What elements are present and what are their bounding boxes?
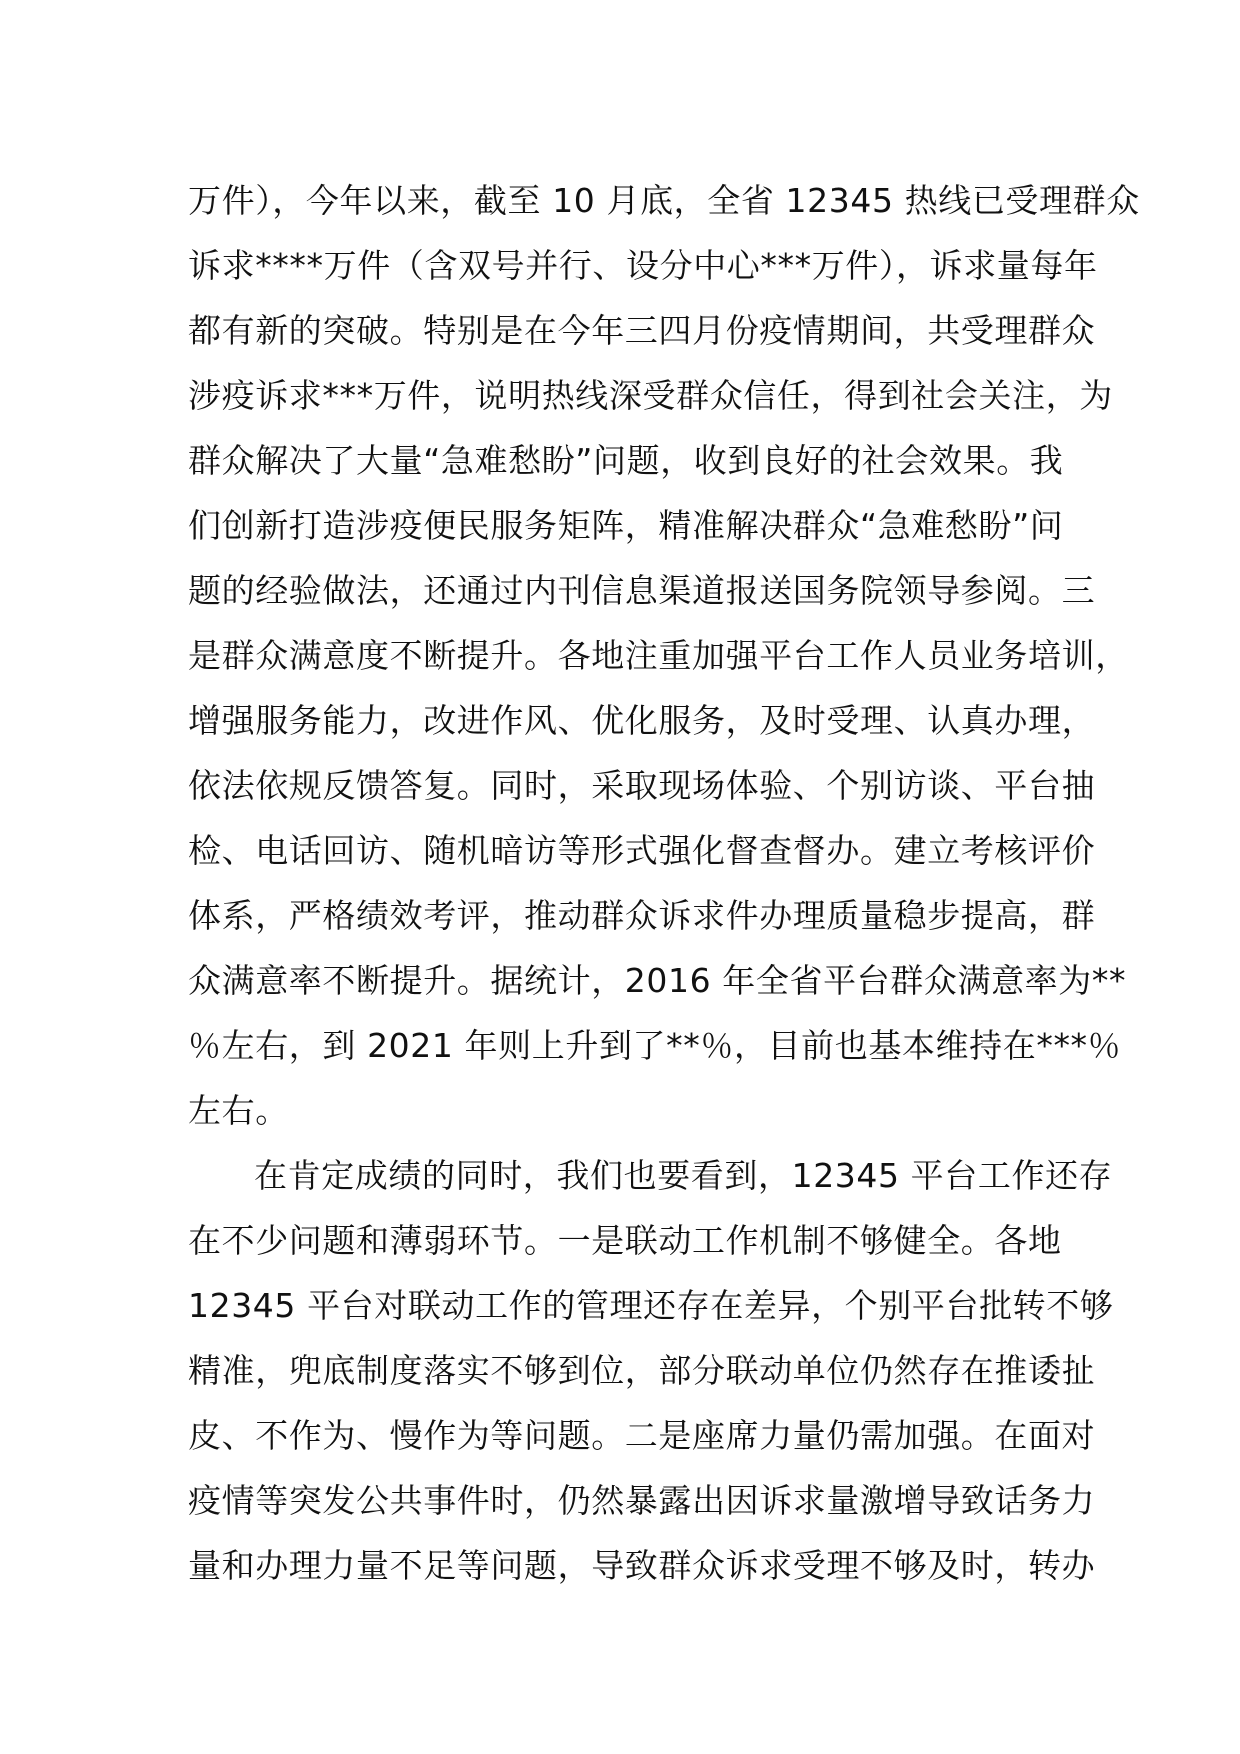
body-text	[188, 168, 1140, 1598]
text-line: 诉求****万件（含双号并行、设分中心***万件），诉求量每年	[188, 246, 1098, 285]
text-line: 都有新的突破。特别是在今年三四月份疫情期间，共受理群众	[188, 311, 1096, 350]
text-line: 是群众满意度不断提升。各地注重加强平台工作人员业务培训，	[188, 636, 1129, 675]
paragraph-start-line: 在肯定成绩的同时，我们也要看到，12345 平台工作还存	[254, 1156, 1113, 1195]
text-line: 们创新打造涉疫便民服务矩阵，精准解决群众“急难愁盼”问	[188, 506, 1064, 545]
text-line: 题的经验做法，还通过内刊信息渠道报送国务院领导参阅。三	[188, 571, 1096, 610]
text-line: 在不少问题和薄弱环节。一是联动工作机制不够健全。各地	[188, 1221, 1062, 1260]
text-line: 量和办理力量不足等问题，导致群众诉求受理不够及时，转办	[188, 1546, 1096, 1585]
text-line: 群众解决了大量“急难愁盼”问题，收到良好的社会效果。我	[188, 441, 1064, 480]
text-line: 12345 平台对联动工作的管理还存在差异，个别平台批转不够	[188, 1286, 1114, 1325]
text-line: 增强服务能力，改进作风、优化服务，及时受理、认真办理，	[188, 701, 1096, 740]
text-line: 众满意率不断提升。据统计，2016 年全省平台群众满意率为**	[188, 961, 1127, 1000]
text-line: 检、电话回访、随机暗访等形式强化督查督办。建立考核评价	[188, 831, 1096, 870]
text-line: 皮、不作为、慢作为等问题。二是座席力量仍需加强。在面对	[188, 1416, 1096, 1455]
text-line: 万件），今年以来，截至 10 月底，全省 12345 热线已受理群众	[188, 181, 1140, 220]
text-line: 精准，兜底制度落实不够到位，部分联动单位仍然存在推诿扯	[188, 1351, 1096, 1390]
text-line: 左右。	[188, 1091, 289, 1130]
text-line: 体系，严格绩效考评，推动群众诉求件办理质量稳步提高，群	[188, 896, 1096, 935]
text-line: ％左右，到 2021 年则上升到了**％，目前也基本维持在***％	[188, 1026, 1122, 1065]
text-line: 依法依规反馈答复。同时，采取现场体验、个别访谈、平台抽	[188, 766, 1096, 805]
text-line: 疫情等突发公共事件时，仍然暴露出因诉求量激增导致话务力	[188, 1481, 1096, 1520]
text-line: 涉疫诉求***万件，说明热线深受群众信任，得到社会关注，为	[188, 376, 1113, 415]
